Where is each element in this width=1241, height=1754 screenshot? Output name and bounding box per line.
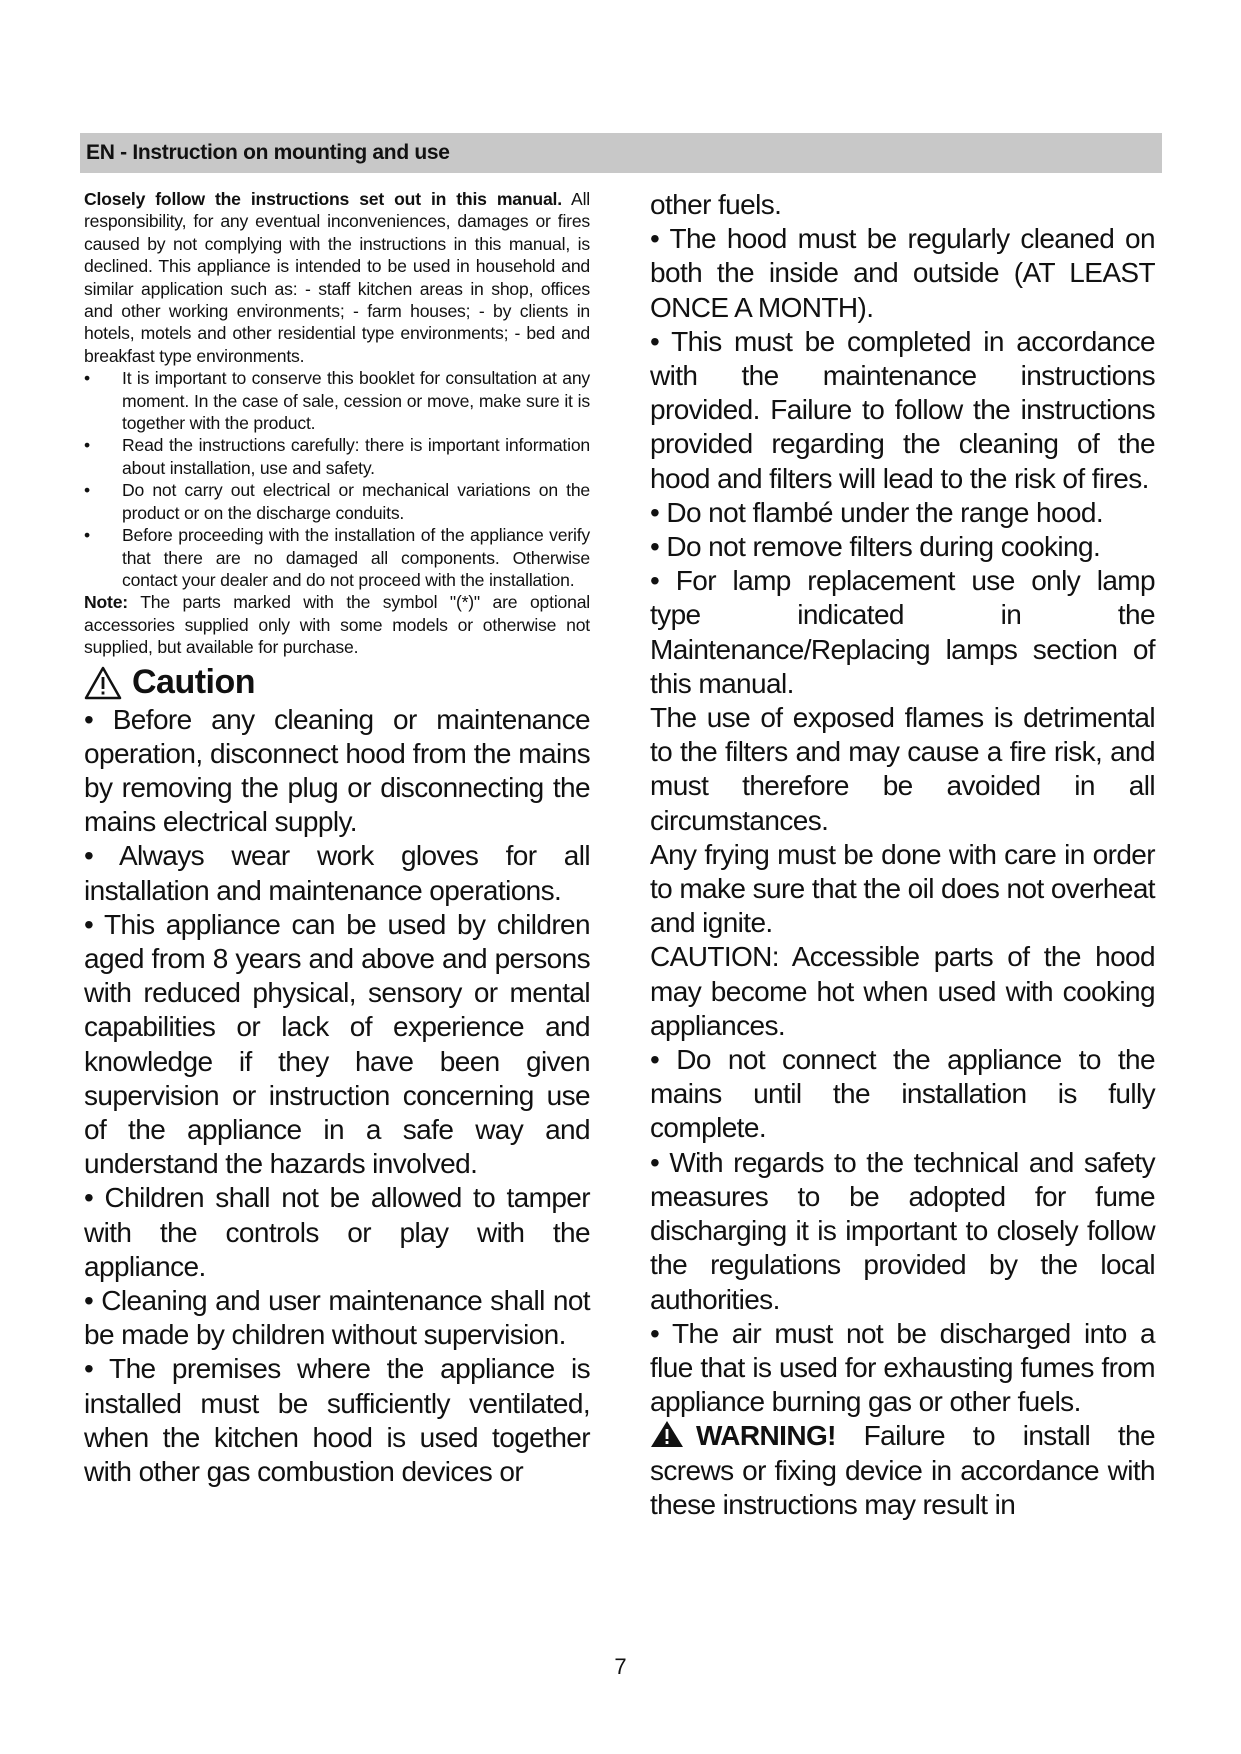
caution-paragraph: • Always wear work gloves for all installation and maintenance operations.	[84, 840, 590, 906]
caution-title: Caution	[132, 663, 256, 702]
caution-paragraph: • The air must not be discharged into a flue that is used for exhausting fumes from appliance burning gas or other fuels.	[650, 1317, 1155, 1418]
list-item	[84, 479, 590, 524]
note-block	[84, 591, 590, 658]
warning-text: Failure to install the screws or fixing device in accordance with these instructions may result in	[650, 1420, 1155, 1520]
bullet-text: Do not carry out electrical or mechanical variations on the product or on the discharge conduits.	[122, 480, 590, 523]
intro-paragraph	[84, 188, 590, 367]
list-item	[84, 524, 590, 591]
warning-triangle-outline-icon	[84, 666, 122, 700]
bullet-text: It is important to conserve this booklet for consultation at any moment. In the case of sale, cession or move, make sure it is together with the product.	[122, 368, 590, 434]
section-title: EN - Instruction on mounting and use	[86, 141, 450, 164]
caution-paragraph: • This appliance can be used by children aged from 8 years and above and persons with reduced physical, sensory or mental capabilities or lack of experience and knowledge if they have been given supervision or instruction concerning use of the appliance in a safe way and understand the hazards involved.	[84, 908, 590, 1180]
right-column	[650, 188, 1155, 1522]
note-text: The parts marked with the symbol "(*)" are optional accessories supplied only with some models or otherwise not supplied, but available for purchase.	[84, 592, 590, 658]
caution-paragraph: • Before any cleaning or maintenance operation, disconnect hood from the mains by removing the plug or disconnecting the mains electrical supply.	[84, 703, 590, 838]
warning-paragraph	[650, 1419, 1155, 1522]
caution-heading	[84, 663, 590, 703]
list-item	[84, 367, 590, 434]
caution-paragraph: • Do not flambé under the range hood.	[650, 496, 1104, 528]
left-column	[84, 188, 590, 1489]
section-header-bar	[80, 133, 1162, 173]
bullet-marker: •	[84, 480, 90, 501]
bullet-text: Before proceeding with the installation of the appliance verify that there are no damaged all components. Otherwise contact your dealer and do not proceed with the installation.	[122, 525, 590, 590]
caution-paragraph: • For lamp replacement use only lamp type indicated in the Maintenance/Replacing lamps section of this manual.	[650, 565, 1155, 699]
bullet-marker: •	[84, 368, 90, 389]
caution-paragraph: • Do not remove filters during cooking.	[650, 531, 1101, 563]
intro-block	[84, 188, 590, 367]
caution-left-text	[84, 703, 590, 1490]
caution-paragraph: other fuels.	[650, 189, 782, 220]
bullet-list	[84, 367, 590, 591]
caution-paragraph: • Cleaning and user maintenance shall not be made by children without supervision.	[84, 1284, 590, 1351]
bullet-marker: •	[84, 435, 90, 456]
caution-paragraph: • The premises where the appliance is installed must be sufficiently ventilated, when the kitchen hood is used together with other gas combustion devices or	[84, 1353, 590, 1487]
warning-label: WARNING!	[696, 1420, 836, 1452]
caution-paragraph: The use of exposed flames is detrimental to the filters and may cause a fire risk, and must therefore be avoided in all circumstances.	[650, 702, 1155, 836]
caution-paragraph: • Children shall not be allowed to tamper with the controls or play with the appliance.	[84, 1182, 590, 1282]
list-item	[84, 434, 590, 479]
bullet-text: Read the instructions carefully: there is important information about installation, use and safety.	[122, 435, 590, 478]
intro-text: All responsibility, for any eventual inconveniences, damages or fires caused by not complying with the instructions in this manual, is declined. This appliance is intended to be used in household and similar application such as: - staff kitchen areas in shop, offices and other working environments; - farm houses; - by clients in hotels, motels and other residential type environments; - bed and breakfast type environments.	[84, 189, 590, 366]
note-paragraph	[84, 591, 590, 658]
caution-right-text	[650, 188, 1155, 1522]
caution-paragraph: • The hood must be regularly cleaned on both the inside and outside (AT LEAST ONCE A MONTH).	[650, 223, 1155, 323]
page-number: 7	[614, 1654, 627, 1679]
caution-paragraph: Any frying must be done with care in order to make sure that the oil does not overheat and ignite.	[650, 838, 1155, 939]
note-label: Note:	[84, 592, 128, 613]
intro-bold-lead: Closely follow the instructions set out in this manual.	[84, 189, 562, 209]
warning-triangle-filled-icon	[650, 1420, 684, 1448]
caution-paragraph: • This must be completed in accordance with the maintenance instructions provided. Failure to follow the instructions provided regarding the cleaning of the hood and filters will lead to the risk of fires.	[650, 325, 1155, 494]
caution-paragraph: • With regards to the technical and safety measures to be adopted for fume discharging it is important to closely follow the regulations provided by the local authorities.	[650, 1146, 1155, 1315]
bullet-marker: •	[84, 525, 90, 546]
caution-paragraph: CAUTION: Accessible parts of the hood may become hot when used with cooking appliances.	[650, 941, 1155, 1041]
caution-paragraph: • Do not connect the appliance to the mains until the installation is fully complete.	[650, 1044, 1155, 1144]
